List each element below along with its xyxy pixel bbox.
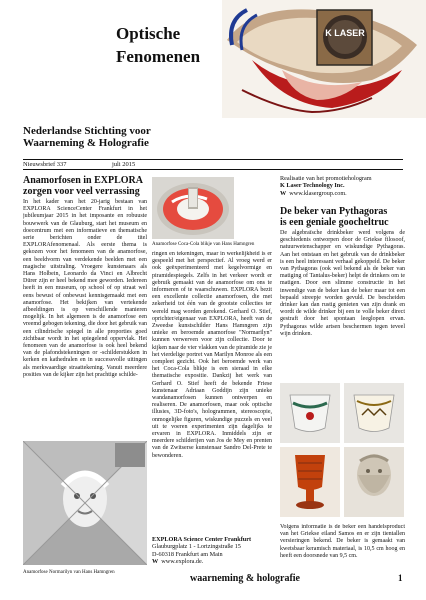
logo-text: K LASER	[325, 28, 365, 38]
title-line-2: Fenomenen	[116, 47, 201, 66]
coca-cola-caption: Anamorfose Coca-Cola blikje van Hans Hamngren	[152, 242, 255, 247]
header-rule	[23, 159, 403, 160]
article1-column1	[23, 175, 147, 437]
klaser-web[interactable]: www.klasergroup.com.	[289, 189, 347, 197]
explora-contact	[152, 536, 277, 566]
klaser-line1: Realisatie van het promotiehologram	[280, 175, 372, 182]
contact-name: EXPLORA Science Center Frankfurt	[152, 536, 252, 543]
article1-heading-line1: Anamorfosen in EXPLORA	[23, 175, 144, 186]
contact-address-line1: Glauburgplatz 1 - Lortzingstraße 15	[152, 543, 241, 551]
article2-column	[280, 206, 405, 382]
article1-column2	[152, 251, 272, 565]
pythagoras-cup-images	[280, 383, 405, 518]
page-number: 1	[398, 573, 403, 583]
article2-heading-line1: De beker van Pythagoras	[280, 206, 388, 217]
article1-col1-text: In het kader van het 20-jarig bestaan van EXPLORA ScienceCenter Frankfurt in het jubileumjaar 2015 in het imposante en robuuste bouwwerk van de Glauburg, start het museum en doecentrum met een informatieve en thematische serie berichten onder de titel EXPLORAfenomenaal. Als eerste thema is gekozen voor het fenomeen van de anamorfose, een beeldvorm van verdekende beelden met een magische uitstraling. Vroegere kunstenaars als Hans Holbein, Leonardo da Vinci en Albrecht Dürer zijn er heel bekend mee geworden. Iedereen heeft in een museum, op school of op straat wel eens bewust of onbewust kennisgemaakt met een anamorfose. Het bekijken van vertekende afbeeldingen is op verschillende manieren mogelijk. In het algemeen is de anamorfose een vreemd gebogen tekening, die door het gebruik van een cilindrische spiegel in alle proporties goed zichtbaar wordt in het spiegelend oppervlak. Het fenomeen van de anamorfose is ook heel bekend van de plafondstekeningen or -schilderstukken in kerken en kathedralen en in successvolle uitingen als merkwaardige straattekening. Vanuit meerdere posities van de kijker zijn het prachtige schilde-	[23, 199, 147, 378]
issue-number: Nieuwsbrief 337	[23, 161, 67, 168]
article2-column-continued	[280, 524, 405, 568]
org-name-line-1: Nederlandse Stichting voor	[23, 125, 151, 137]
contact-web[interactable]: www.explora.de.	[161, 558, 204, 566]
header-rule-bottom	[23, 169, 403, 170]
article1-heading-line2: zorgen voor veel verrassing	[23, 186, 140, 197]
article2-text: De algebraïsche drinkbeker werd volgens de geschiedenis ontworpen door de Griekse filosoof, natuurwetenschapper en wiskundige Pythagoras. Aan het ontstaan en het gebruik van de drinkbeker is een heel interessant verhaal gekoppeld. De beker van Pythagoras (ook wel bekend als de beker van matiging of Tantalus-beker) helpt de drinkers om te matigen. Door een slimme constructie in het inwendige van de beker kan de beker maar tot een bepaald streepje worden gevuld. De bescheiden drinker kan dan rustig genieten van zijn drank en wordt de wilde drinker bij een te volle beker direct gestraft door het spontaan leeglopen ervan. Pythagoras wilde artsen beschermen tegen teveel wijn drinken.	[280, 230, 405, 337]
article2-text2: Volgens informatie is de beker een handelsproduct van het Griekse eiland Samos en er zijn tientallen versieringen bekend. De beker is gemaakt van kwetsbaar keramisch materiaal, is 10,5 cm hoog en heeft een doorsnede van 9,5 cm.	[280, 524, 405, 559]
coca-cola-anamorphosis-image	[152, 177, 234, 239]
article2-heading-line2: is een geniale goocheltruc	[280, 217, 389, 228]
article1-col2-text: ringen en tekeningen, maar in werkelijkheid is er gespeeld met het perspectief. Al vroeg werd er ook geëxperimenteerd met kegelvormige en piramidespiegels. Zelfs in het verkeer wordt er gebruik gemaakt van de anamorfose om ons te informeren of te waarschuwen. EXPLORA bezit een excellente collectie anamorfosen, die met zekerheid tot één van de grootste collecties ter wereld mag worden gerekend. Gerhard O. Stief, oprichter/eigenaar van EXPLORA, heeft van de Zweedse kunstschilder Hans Hamngren zijn unieke en beroemde anamorfose "Normarilyn" kunnen verwerven voor zijn collectie. Door te kijken naar de vier vlakken van de piramide zie je het vierdelige portret van Marilyn Monroe als een compleet gezicht. Ook het beroemde werk van het Coca-Cola blikje is een sieraad in elke thematische expositie. Dankzij het werk van Gerhard O. Stief heeft de bekende Friese kunstenaar Adriaan Goddijn zijn unieke wandanamorfosen kunnen ontwerpen en realiseren. De anamorfosen, maar ook optische illusies, 3D-foto's, hologrammen, stereoscopie, onmogelijke figuren, wiskundige puzzels en veel uit te voeren experimenten zijn dagelijks te ervaren in EXPLORA. Inmiddels zijn er meerdere schilderijen van Jos de Mey en prenten van de Zwitserse kunstenaar Sandro Del-Prete te bewonderen.	[152, 251, 272, 459]
klaser-credit	[280, 175, 405, 197]
hologram-header-image	[222, 0, 426, 118]
footer-text: waarneming & holografie	[190, 573, 300, 584]
klaser-web-prefix: W	[280, 189, 287, 197]
normarilyn-anamorphosis-image	[23, 441, 147, 565]
klaser-line2: K Laser Technology Inc.	[280, 182, 345, 190]
title-line-1: Optische	[116, 24, 181, 43]
org-name-line-2: Waarneming & Holografie	[23, 137, 149, 149]
issue-date: juli 2015	[112, 161, 136, 168]
web-prefix: W	[152, 558, 159, 566]
normarilyn-caption: Anamorfose Normarilyn van Hans Hamngren	[23, 570, 115, 575]
contact-address-line2: D-60318 Frankfurt am Main	[152, 550, 223, 558]
